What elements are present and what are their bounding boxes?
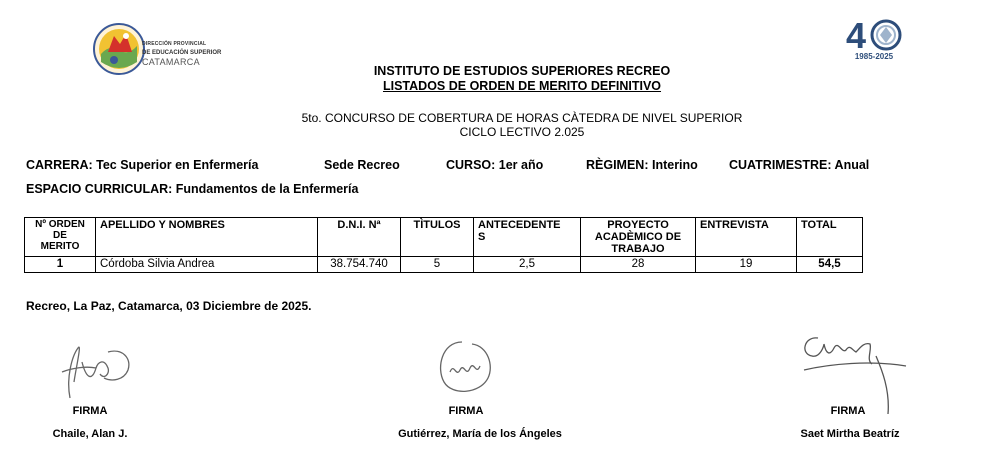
signature-label-2: FIRMA: [448, 405, 484, 417]
career-field: CARRERA: Tec Superior en Enfermería: [26, 158, 259, 172]
curricular-space: ESPACIO CURRICULAR: Fundamentos de la Enfermería: [26, 182, 359, 196]
col-dni: D.N.I. Nª: [318, 218, 401, 257]
logo-line-1: DIRECCIÓN PROVINCIAL: [142, 41, 207, 47]
col-background-line-2: S: [478, 231, 486, 243]
term-field: CUATRIMESTRE: Anual: [729, 158, 870, 172]
col-project-line-3: TRABAJO: [611, 243, 665, 255]
col-total: TOTAL: [797, 218, 863, 257]
course-field: CURSO: 1er año: [446, 158, 544, 172]
academic-cycle: CICLO LECTIVO 2.025: [459, 125, 585, 139]
col-order-line-1: Nº ORDEN: [35, 219, 85, 230]
cell-dni: 38.754.740: [318, 257, 401, 273]
logo-line-2: DE EDUCACIÓN SUPERIOR: [142, 50, 222, 56]
col-interview: ENTREVISTA: [696, 218, 797, 257]
signature-label-1: FIRMA: [72, 405, 108, 417]
table-header-row: [25, 218, 863, 257]
col-name: APELLIDO Y NOMBRES: [96, 218, 318, 257]
signature-label-3: FIRMA: [830, 405, 866, 417]
signatory-name-3: Saet Mirtha Beatríz: [800, 428, 900, 440]
signatory-name-1: Chaile, Alan J.: [52, 428, 128, 440]
table-row: [25, 257, 863, 273]
contest-title: 5to. CONCURSO DE COBERTURA DE HORAS CÀTEDRA DE NIVEL SUPERIOR: [301, 111, 743, 125]
cell-total: 54,5: [797, 257, 863, 273]
regime-field: RÈGIMEN: Interino: [586, 158, 698, 172]
signature-chaile-icon: [52, 338, 136, 404]
col-order-line-3: MERITO: [40, 241, 80, 252]
col-background-line-1: ANTECEDENTE: [478, 219, 561, 231]
logo-line-3: CATAMARCA: [142, 57, 200, 67]
cell-background: 2,5: [474, 257, 581, 273]
list-title: LISTADOS DE ORDEN DE MERITO DEFINITIVO: [382, 79, 662, 93]
merit-table: [24, 217, 863, 273]
forty-years-emblem-icon: [842, 14, 906, 54]
col-project-line-1: PROYECTO: [607, 219, 669, 231]
cell-order: 1: [25, 257, 96, 273]
signature-gutierrez-icon: [432, 338, 498, 398]
col-project: [581, 218, 696, 257]
col-order-line-2: DE: [53, 230, 67, 241]
place-and-date: Recreo, La Paz, Catamarca, 03 Diciembre de 2025.: [26, 299, 312, 313]
cell-name: Córdoba Silvia Andrea: [96, 257, 318, 273]
institute-name: INSTITUTO DE ESTUDIOS SUPERIORES RECREO: [373, 64, 671, 78]
anniversary-years: 1985-2025: [854, 52, 894, 61]
cell-interview: 19: [696, 257, 797, 273]
cell-project: 28: [581, 257, 696, 273]
signatory-name-2: Gutiérrez, María de los Ángeles: [398, 428, 562, 440]
col-project-line-2: ACADÈMICO DE: [594, 231, 682, 243]
col-titles: TÌTULOS: [401, 218, 474, 257]
campus-field: Sede Recreo: [324, 158, 400, 172]
svg-text:4: 4: [846, 15, 867, 54]
col-background: [474, 218, 581, 257]
anniversary-logo: [842, 14, 906, 66]
col-order: [25, 218, 96, 257]
cell-titles: 5: [401, 257, 474, 273]
